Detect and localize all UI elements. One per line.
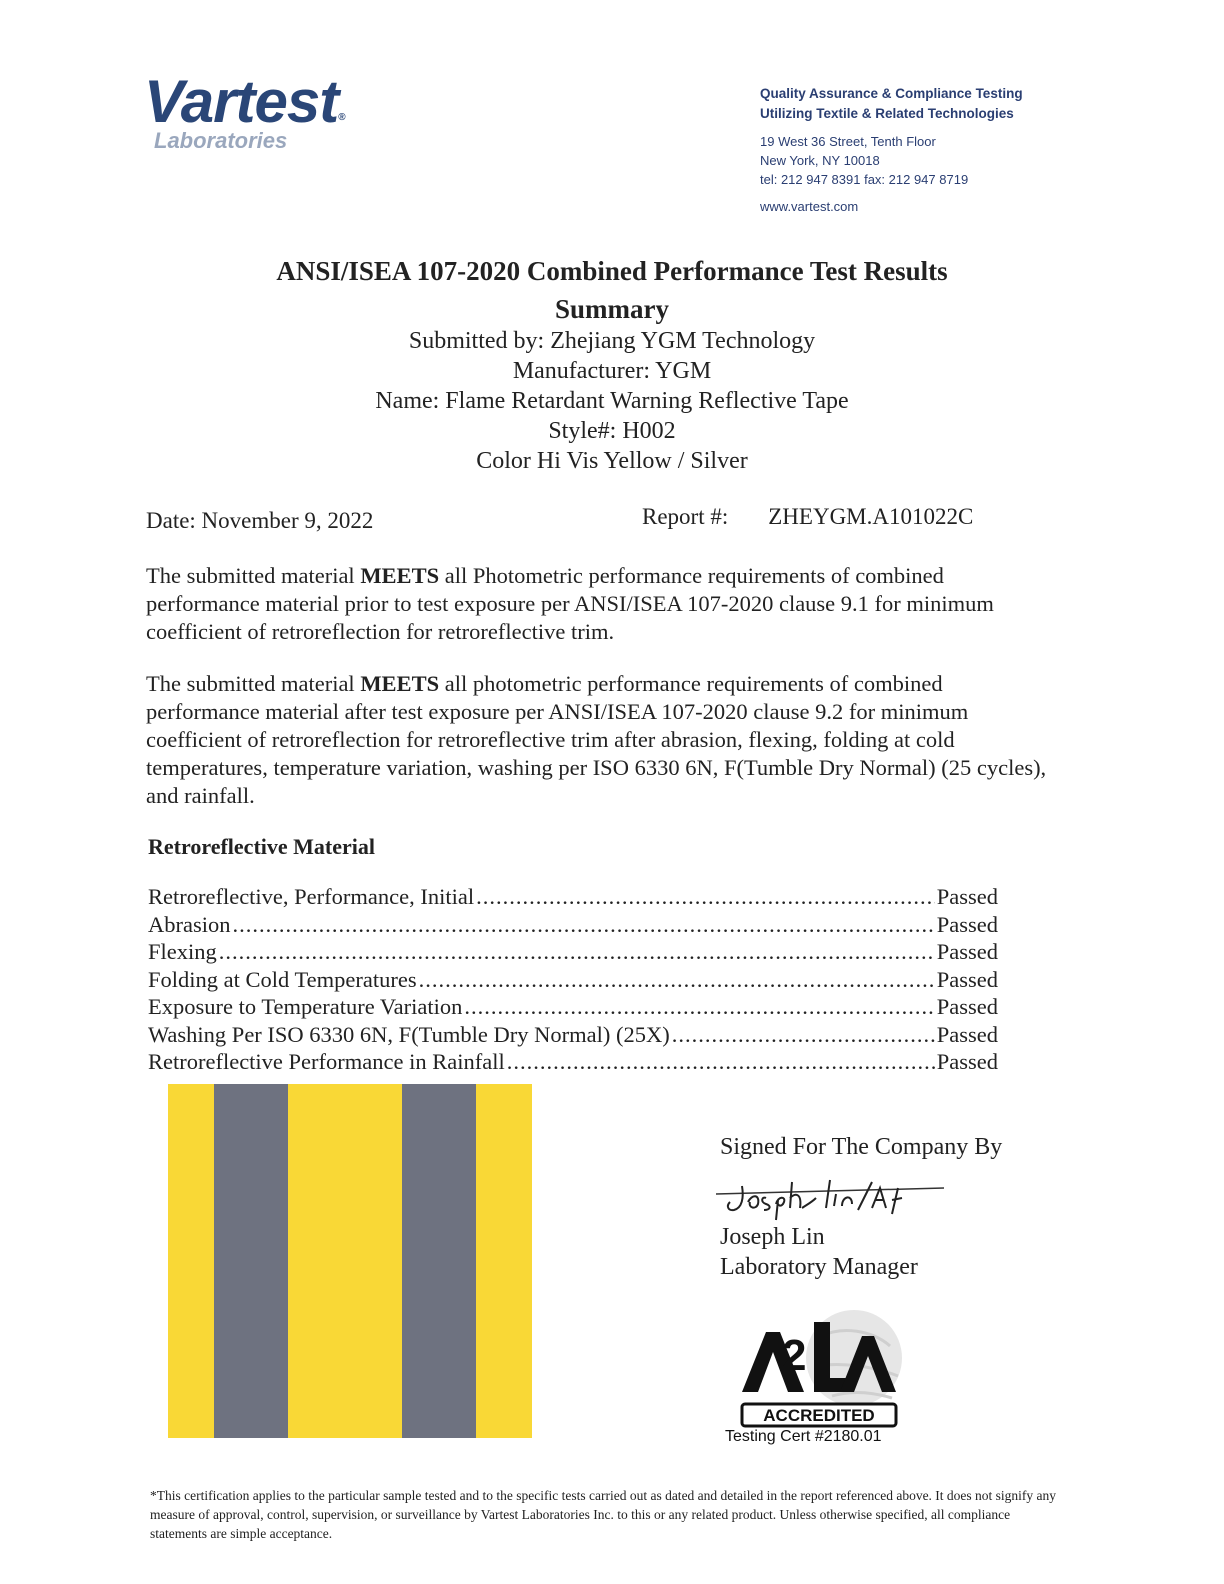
result-row <box>148 939 998 967</box>
manufacturer: Manufacturer: YGM <box>512 358 712 384</box>
report-date: Date: November 9, 2022 <box>146 508 374 533</box>
silver-stripe <box>214 1084 288 1438</box>
result-row <box>148 967 998 995</box>
signer-title: Laboratory Manager <box>720 1254 918 1280</box>
company-info <box>760 84 1023 216</box>
paragraph-2-text-a: The submitted material <box>146 671 361 696</box>
document-title <box>0 252 1224 328</box>
result-label: Washing Per ISO 6330 6N, F(Tumble Dry Normal) (25X) <box>148 1021 670 1047</box>
report-number-value: ZHEYGM.A101022C <box>768 504 974 529</box>
paragraph-1-meets: MEETS <box>360 563 440 588</box>
result-label: Folding at Cold Temperatures <box>148 966 417 992</box>
title-line-1: ANSI/ISEA 107-2020 Combined Performance Test Results <box>276 256 948 286</box>
footnote: *This certification applies to the particular sample tested and to the specific tests carried out as dated and detailed in the report referenced above. It does not signify any measure of approval, control, supervision, or surveillance by Vartest Laboratories Inc. to this or any related product. Unless otherwise specified, all compliance statements are simple acceptance. <box>150 1488 1057 1541</box>
product-color: Color Hi Vis Yellow / Silver <box>476 448 748 474</box>
company-website[interactable]: www.vartest.com <box>760 199 859 214</box>
result-label: Flexing <box>148 939 217 964</box>
result-status: Passed <box>936 1021 998 1047</box>
silver-stripe <box>402 1084 476 1438</box>
result-status: Passed <box>936 939 998 964</box>
paragraph-2-text-b: all photometric performance requirements of combined performance material after test exposure per ANSI/ISEA 107-2020 clause 9.2 for minimum coefficient of retroreflection for retroreflective trim after abrasion, flexing, folding at cold temperatures, temperature variation, washing per ISO 6330 6N, F(Tumble Dry Normal) (25 cycles), and rainfall. <box>146 671 1047 808</box>
report-number <box>642 504 973 530</box>
result-label: Retroreflective Performance in Rainfall <box>148 1049 505 1074</box>
handwritten-signature <box>712 1168 952 1224</box>
paragraph-1-text-b: all Photometric performance requirements of combined performance material prior to test exposure per ANSI/ISEA 107-2020 clause 9.1 for minimum coefficient of retroreflection for retroreflective trim. <box>146 563 994 644</box>
logo-name: Vartest <box>144 68 339 135</box>
result-row <box>148 1022 998 1050</box>
signer-name: Joseph Lin <box>720 1224 825 1250</box>
result-row <box>148 994 998 1022</box>
vartest-logo: Vartest® Laboratories <box>144 68 345 153</box>
section-title: Retroreflective Material <box>148 834 375 859</box>
company-phone: tel: 212 947 8391 fax: 212 947 8719 <box>760 172 969 187</box>
results-list <box>148 884 998 1077</box>
result-status: Passed <box>936 884 998 909</box>
result-label: Abrasion <box>148 911 231 937</box>
paragraph-1-text-a: The submitted material <box>146 563 361 588</box>
svg-text:2: 2 <box>782 1331 807 1380</box>
signer-block <box>720 1222 918 1282</box>
style-number: Style#: H002 <box>548 418 676 444</box>
company-address-2: New York, NY 10018 <box>760 153 880 168</box>
submitted-by: Submitted by: Zhejiang YGM Technology <box>408 328 816 354</box>
product-info <box>0 326 1224 476</box>
product-name: Name: Flame Retardant Warning Reflective Tape <box>375 388 849 414</box>
testing-cert: Testing Cert #2180.01 <box>725 1428 882 1445</box>
result-label: Retroreflective, Performance, Initial <box>148 884 475 909</box>
report-label: Report #: <box>642 504 729 529</box>
result-status: Passed <box>936 1049 998 1074</box>
result-status: Passed <box>936 911 998 937</box>
logo-subtitle: Laboratories <box>154 128 288 153</box>
material-swatch-image <box>168 1084 532 1438</box>
result-label: Exposure to Temperature Variation <box>148 994 463 1019</box>
paragraph-initial <box>146 562 1056 646</box>
signed-heading: Signed For The Company By <box>720 1134 1003 1160</box>
result-row <box>148 912 998 940</box>
company-tagline-2: Utilizing Textile & Related Technologies <box>760 106 1014 121</box>
company-tagline-1: Quality Assurance & Compliance Testing <box>760 86 1023 101</box>
result-status: Passed <box>936 966 998 992</box>
accredited-badge-text: ACCREDITED <box>763 1406 875 1425</box>
result-row <box>148 884 998 912</box>
result-row <box>148 1049 998 1077</box>
paragraph-after-exposure <box>146 670 1056 810</box>
result-status: Passed <box>936 994 998 1019</box>
paragraph-2-meets: MEETS <box>360 671 440 696</box>
title-line-2: Summary <box>555 294 669 324</box>
company-address-1: 19 West 36 Street, Tenth Floor <box>760 134 936 149</box>
